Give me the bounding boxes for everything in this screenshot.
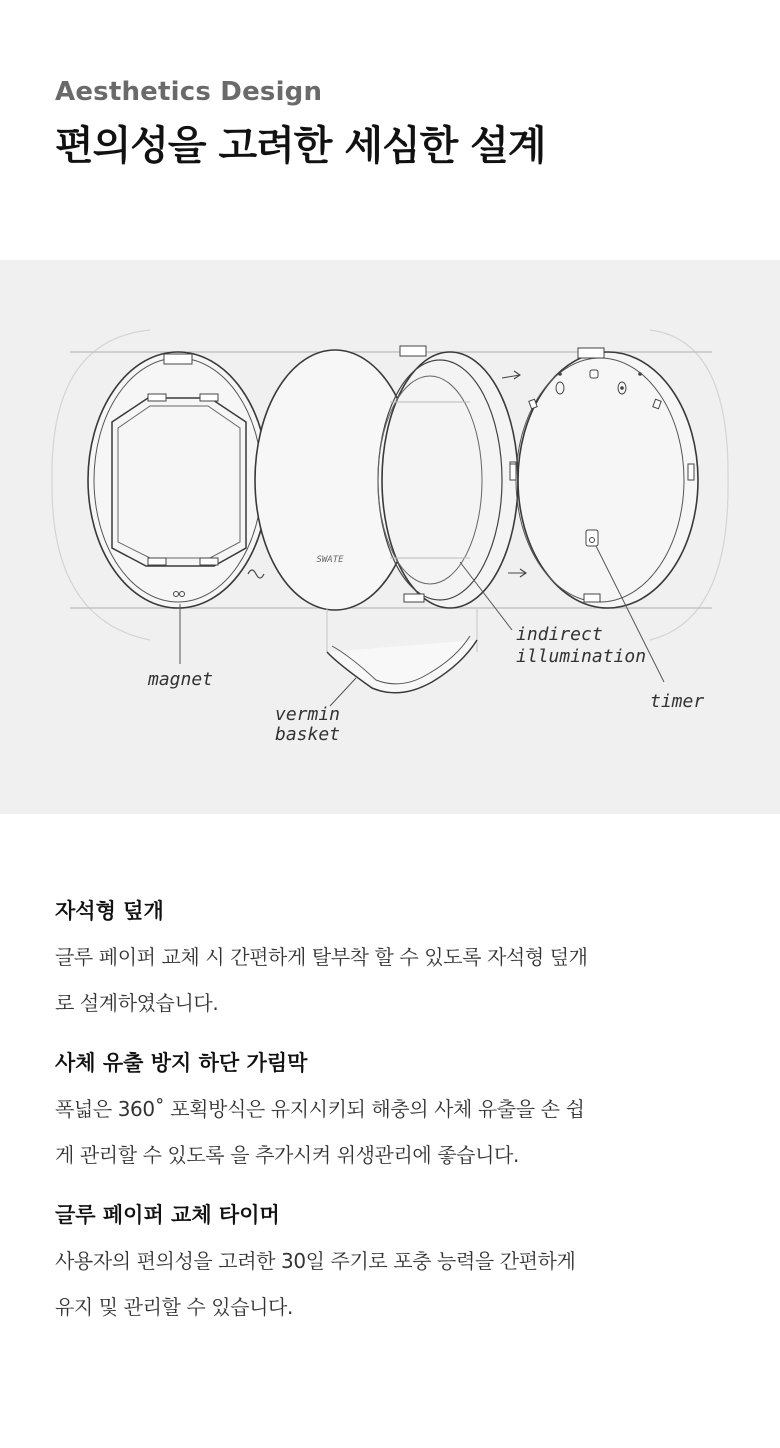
feature-title: 자석형 덮개 [55, 899, 164, 923]
back-housing-part [510, 348, 698, 608]
feature-bottom-shield [55, 1048, 735, 1178]
feature-line: 로 설계하였습니다. [55, 991, 219, 1015]
feature-title: 사체 유출 방지 하단 가림막 [55, 1051, 308, 1075]
feature-title: 글루 페이퍼 교체 타이머 [55, 1203, 280, 1227]
section-header [55, 74, 735, 172]
feature-description [55, 934, 735, 1026]
feature-magnet-cover [55, 896, 735, 1026]
label-timer: timer [650, 691, 705, 712]
label-illumination: illumination [516, 646, 647, 667]
label-magnet: magnet [148, 669, 214, 690]
feature-line: 글루 페이퍼 교체 시 간편하게 탈부착 할 수 있도록 자석형 덮개 [55, 945, 588, 969]
label-indirect: indirect [516, 624, 603, 645]
illumination-ring-part [378, 346, 518, 608]
label-vermin: vermin [275, 704, 341, 725]
feature-description [55, 1238, 735, 1330]
magnet-cover-part [88, 352, 268, 608]
feature-line: 폭넓은 360˚ 포획방식은 유지시키되 해충의 사체 유출을 손 쉽 [55, 1097, 585, 1121]
feature-replacement-timer [55, 1200, 735, 1330]
product-exploded-sketch [0, 260, 780, 814]
vermin-basket-part [327, 608, 477, 693]
brand-mark: SWATE [316, 555, 344, 565]
feature-line: 유지 및 관리할 수 있습니다. [55, 1295, 293, 1319]
label-basket: basket [275, 724, 341, 745]
feature-description [55, 1086, 735, 1178]
feature-line: 게 관리할 수 있도록 을 추가시켜 위생관리에 좋습니다. [55, 1143, 519, 1167]
feature-list [55, 896, 735, 1352]
section-eyebrow: Aesthetics Design [55, 77, 323, 107]
feature-line: 사용자의 편의성을 고려한 30일 주기로 포충 능력을 간편하게 [55, 1249, 576, 1273]
sketch-drawing [0, 260, 780, 814]
section-title: 편의성을 고려한 세심한 설계 [55, 123, 546, 169]
